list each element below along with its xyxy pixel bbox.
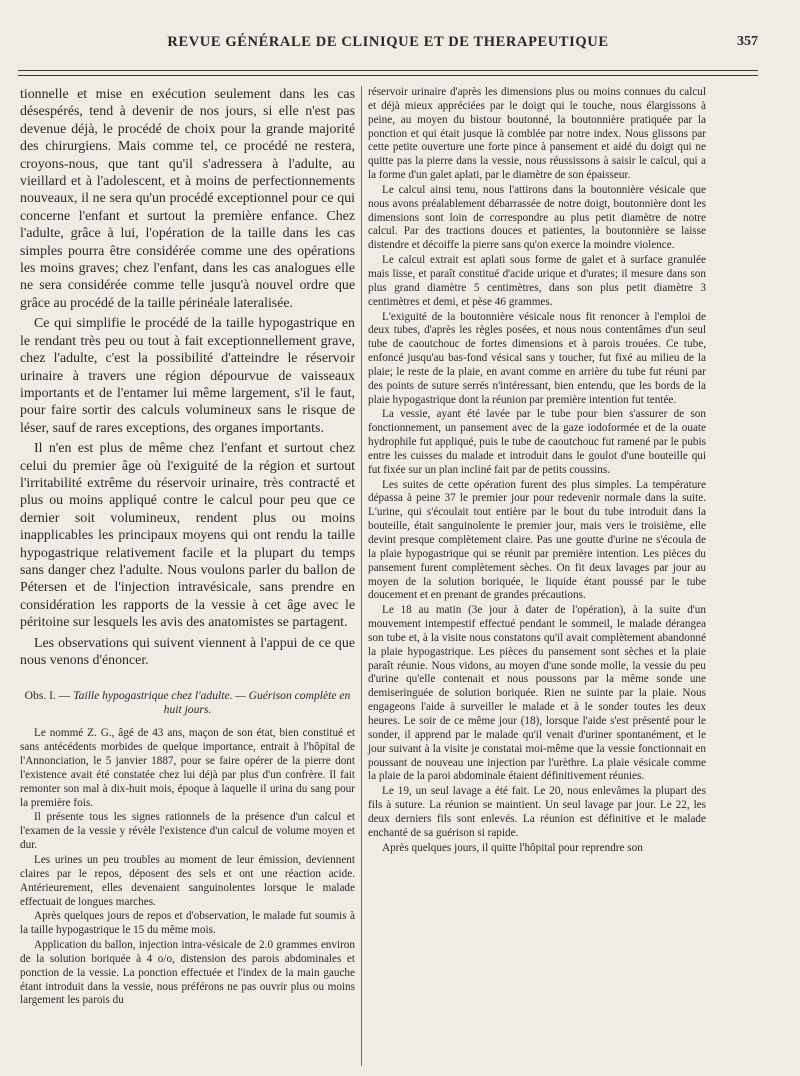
observation-text xyxy=(20,727,355,1008)
column-divider xyxy=(361,86,362,1066)
paragraph: Le 19, un seul lavage a été fait. Le 20, nous enlevâmes la plupart des fils à suture. La réunion se maintient. Un seul lavage par jour. Le 22, les deux derniers fils sont enlevés. La réunion est définitive et le malade enchanté de sa guérison si rapide. xyxy=(368,785,706,839)
paragraph: La vessie, ayant été lavée par le tube pour bien s'assurer de son fonctionnement, un pansement avec de la gaze iodoformée et de la ouate hydrophile fut appliqué, puis le tube de caoutchouc fut ramené par le pubis entre les cuisses du malade et introduit dans le goulot d'une bouteille qui fut fixée sur un plan incliné fait par de petits coussins. xyxy=(368,408,706,476)
paragraph: Le 18 au matin (3e jour à dater de l'opération), à la suite d'un mouvement intempestif effectué pendant le sommeil, le malade dérangea son tube et, à la visite nous constatons qu'il avait complètement abandonné la plaie hypogastrique. Les pièces du pansement sont sèches et la plaie paraît réunie. Nous vidons, au moyen d'une sonde molle, la vessie du peu d'urine qu'elle contenait et nous poussons par la même sonde une demiseringuée de solution boriquée. Rien ne suinte par la plaie. Nous engageons l'aide à surveiller le malade et à le sonder toutes les deux heures. Le soir de ce même jour (18), lorsque l'aide s'est présenté pour le sonder, il apprend par le malade qu'il venait d'uriner spontanément, et le jour suivant à la visite je constatai moi-même que la vessie fonctionnait en poussant de nouveau une injection par l'urèthre. La plaie vésicale comme la plaie de la paroi abdominale étaient définitivement réunies. xyxy=(368,604,706,783)
paragraph: tionnelle et mise en exécution seulement dans les cas désespérés, tend à devenir de nos jours, si elle n'est pas devenue déjà, le procédé de choix pour la grande majorité des chirurgiens. Mais comme tel, ce procédé ne restera, croyons-nous, que tant qu'il s'adressera à l'adulte, au vieillard et à l'adolescent, et à moins de perfectionnements nouveaux, il ne sera qu'un procédé exceptionnel pour ce qui concerne l'enfant et surtout la première enfance. Chez l'adulte, grâce à lui, l'opération de la taille dans les cas simples pourra être considérée comme une des opérations les moins graves; chez l'enfant, dans les cas analogues elle ne sera considérée comme telle jusqu'à nouvel ordre que grâce au procédé de la taille périnéale lateralisée. xyxy=(20,87,355,311)
paragraph: Il n'en est plus de même chez l'enfant et surtout chez celui du premier âge où l'exiguité de la région et surtout l'irritabilité extrême du réservoir urinaire, très contracté et plus ou moins appliqué contre le calcul pour peu que ce dernier soit volumineux, rendent plus ou moins inapplicables les principaux moyens qui ont rendu la taille hypogastrique relativement facile et la plupart du temps sans danger chez l'adulte. Nous voulons parler du ballon de Pétersen et de l'injection intravésicale, sans prendre en considération les rapports de la vessie à cet âge avec le péritoine sur lesquels les avis des anatomistes se partagent. xyxy=(20,441,355,631)
header-rule-thick xyxy=(18,70,758,71)
observation-heading xyxy=(20,689,355,717)
paragraph: L'exiguité de la boutonnière vésicale nous fit renoncer à l'emploi de deux tubes, d'après les règles posées, et nous nous contentâmes d'un seul tube de caoutchouc de fortes dimensions et à parois trouées. Ce tube, enfoncé jusqu'au bas-fond vésical sans y toucher, fut fixé au milieu de la plaie; le reste de la plaie, en avant comme en arrière du tube fut réuni par des points de suture serrés n'intéressant, bien entendu, que les bords de la plaie hypogastrique dont la réunion par première intention fut tentée. xyxy=(368,310,706,406)
left-column xyxy=(20,86,355,1008)
header-rule-thin xyxy=(18,75,758,76)
paragraph: Après quelques jours, il quitte l'hôpital pour reprendre son xyxy=(382,841,643,854)
paragraph: Le nommé Z. G., âgé de 43 ans, maçon de son état, bien constitué et sans antécédents morbides de quelque importance, entrait à l'hôpital de l'Annonciation, le 5 janvier 1887, pour se faire opérer de la pierre dont l'existence avait été constatée chez lui déjà par plus d'un confrère. Il fait remonter son mal à dix-huit mois, époque à laquelle il urina du sang pour la première fois. xyxy=(20,727,355,809)
paragraph: Le calcul extrait est aplati sous forme de galet et à surface granulée mais lisse, et paraît constitué d'acide urique et d'urates; il mesure dans son plus grand diamètre 5 centimètres, dans son plus petit diamètre 3 centimètres et demi, et pèse 46 grammes. xyxy=(368,254,706,308)
observation-label: Obs. I. — xyxy=(24,689,71,703)
paragraph: Le calcul ainsi tenu, nous l'attirons dans la boutonnière vésicale que nous avons préalablement débarrassée de notre doigt, boutonnière dont les dimensions sont loin de correspondre au plus petit diamètre de notre calcul. Par des tractions douces et patientes, la boutonnière se laisse distendre et décoiffe la pierre sans qu'on exerce la moindre violence. xyxy=(368,183,706,252)
paragraph: Ce qui simplifie le procédé de la taille hypogastrique en le rendant très peu ou tout à fait exceptionnellement grave, chez l'adulte, c'est la possibilité d'atteindre le réservoir urinaire à travers une région dépourvue de vaisseaux importants et de l'entamer lui même largement, s'il le faut, pour faire sortir des calculs volumineux sans le risque de léser, sauf de rares exceptions, des organes importants. xyxy=(20,316,355,436)
paragraph: Les urines un peu troubles au moment de leur émission, deviennent claires par le repos, déposent des sels et ont une réaction acide. Antérieurement, elles devenaient sanguinolentes lorsque le malade effectuait de longues marches. xyxy=(20,854,355,908)
paragraph: Il présente tous les signes rationnels de la présence d'un calcul et l'examen de la vessie y révèle l'existence d'un calcul de volume moyen et dur. xyxy=(20,811,355,852)
running-header xyxy=(18,34,758,56)
page-number: 357 xyxy=(737,34,758,49)
paragraph: Après quelques jours de repos et d'observation, le malade fut soumis à la taille hypogastrique le 15 du même mois. xyxy=(20,910,355,937)
paragraph: réservoir urinaire d'après les dimensions plus ou moins connues du calcul et déjà mieux appréciées par le doigt qui le touche, nous élargissons à peine, au moyen du bistour boutonné, la boutonnière pratiquée par la ponction et qui était jusque là comblée par notre index. Nous glissons par cette petite ouverture une forte pince à pansement et aidé du doigt qui ne quitte pas la pierre dans la vessie, nous réussissons à saisir le calcul, qui a la forme d'un galet aplati, par le diamètre de son épaisseur. xyxy=(368,86,706,182)
main-text xyxy=(20,86,355,669)
paragraph: Application du ballon, injection intra-vésicale de 2.0 grammes environ de la solution boriquée à 4 o/o, distension des parois abdominales et ponction de la vessie. La ponction effectuée et l'index de la main gauche étant introduit dans la vessie, nous préférons ne pas ouvrir plus ou moins largement les parois du xyxy=(20,939,355,1007)
journal-title: REVUE GÉNÉRALE DE CLINIQUE ET DE THERAPEUTIQUE xyxy=(167,34,609,50)
paragraph: Les suites de cette opération furent des plus simples. La température dépassa à peine 37 le premier jour pour redevenir normale dans la suite. L'urine, qui s'écoulait tout entière par le bout du tube introduit dans la bouteille, était sanguinolente le premier jour, mais vers le troisième, elle devint presque complètement claire. Pas une goutte d'urine ne s'écoula de la plaie hypogastrique qui se réunit par première intention. Les pièces du pansement furent complètement sèches. On fit deux lavages par jour au moyen de la solution boriquée, le liquide étant poussé par le tube doucement et en prenant de grandes précautions. xyxy=(368,478,706,602)
paragraph: Les observations qui suivent viennent à l'appui de ce que nous venons d'énoncer. xyxy=(20,635,355,668)
right-column xyxy=(368,86,706,855)
observation-title: Taille hypogastrique chez l'adulte. — Guérison complète en huit jours. xyxy=(73,689,351,717)
